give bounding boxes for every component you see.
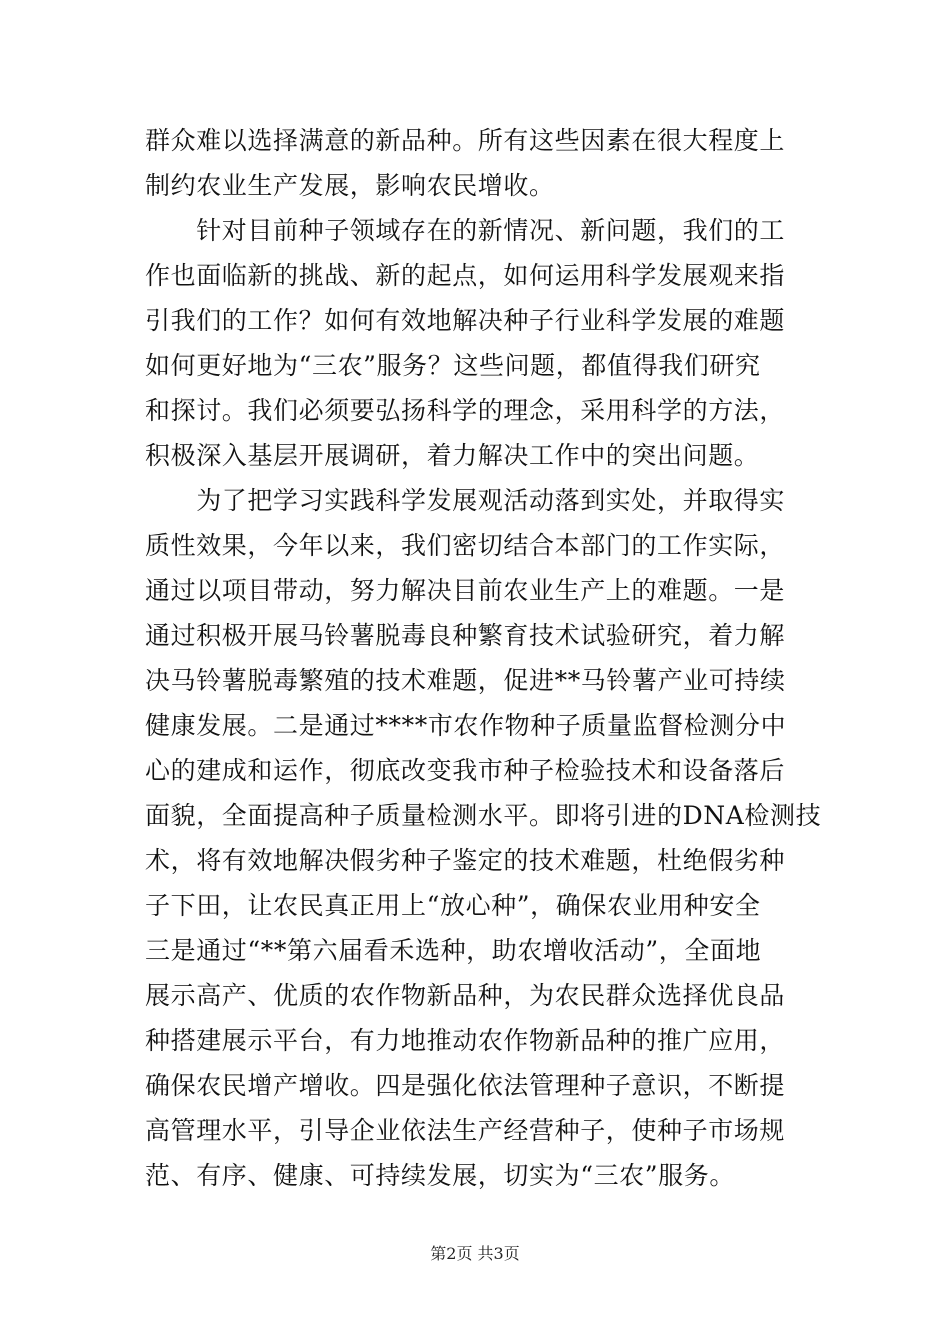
text-line: 健康发展。二是通过****市农作物种子质量监督检测分中 bbox=[145, 711, 787, 740]
text-line: 范、有序、健康、可持续发展，切实为“三农”服务。 bbox=[145, 1161, 735, 1190]
text-line: 三是通过“**第六届看禾选种，助农增收活动”，全面地 bbox=[145, 936, 762, 965]
page-number-footer: 第2页 共3页 bbox=[430, 1244, 520, 1263]
text-line: 制约农业生产发展，影响农民增收。 bbox=[145, 171, 555, 200]
text-line: 和探讨。我们必须要弘扬科学的理念，采用科学的方法， bbox=[145, 396, 786, 425]
text-line: 心的建成和运作，彻底改变我市种子检验技术和设备落后 bbox=[145, 756, 786, 785]
text-line: 通过以项目带动，努力解决目前农业生产上的难题。一是 bbox=[145, 576, 786, 605]
text-line: 群众难以选择满意的新品种。所有这些因素在很大程度上 bbox=[145, 126, 786, 155]
text-line: 质性效果，今年以来，我们密切结合本部门的工作实际， bbox=[145, 531, 786, 560]
text-line: 子下田，让农民真正用上“放心种”，确保农业用种安全 bbox=[145, 891, 761, 920]
text-line: 通过积极开展马铃薯脱毒良种繁育技术试验研究，着力解 bbox=[145, 621, 786, 650]
text-line: 决马铃薯脱毒繁殖的技术难题，促进**马铃薯产业可持续 bbox=[145, 666, 786, 695]
text-line: 面貌，全面提高种子质量检测水平。即将引进的DNA检测技 bbox=[145, 801, 822, 830]
text-line: 引我们的工作？如何有效地解决种子行业科学发展的难题 bbox=[145, 306, 786, 335]
text-line: 针对目前种子领域存在的新情况、新问题，我们的工 bbox=[145, 216, 786, 245]
text-line: 作也面临新的挑战、新的起点，如何运用科学发展观来指 bbox=[145, 261, 786, 290]
text-line: 如何更好地为“三农”服务？这些问题，都值得我们研究 bbox=[145, 351, 761, 380]
text-line: 高管理水平，引导企业依法生产经营种子，使种子市场规 bbox=[145, 1116, 786, 1145]
body-text bbox=[145, 118, 822, 1198]
text-line: 术，将有效地解决假劣种子鉴定的技术难题，杜绝假劣种 bbox=[145, 846, 786, 875]
text-line: 确保农民增产增收。四是强化依法管理种子意识，不断提 bbox=[145, 1071, 786, 1100]
text-line: 种搭建展示平台，有力地推动农作物新品种的推广应用， bbox=[145, 1026, 786, 1055]
text-line: 展示高产、优质的农作物新品种，为农民群众选择优良品 bbox=[145, 981, 786, 1010]
text-line: 积极深入基层开展调研，着力解决工作中的突出问题。 bbox=[145, 441, 760, 470]
text-line: 为了把学习实践科学发展观活动落到实处，并取得实 bbox=[145, 486, 786, 515]
